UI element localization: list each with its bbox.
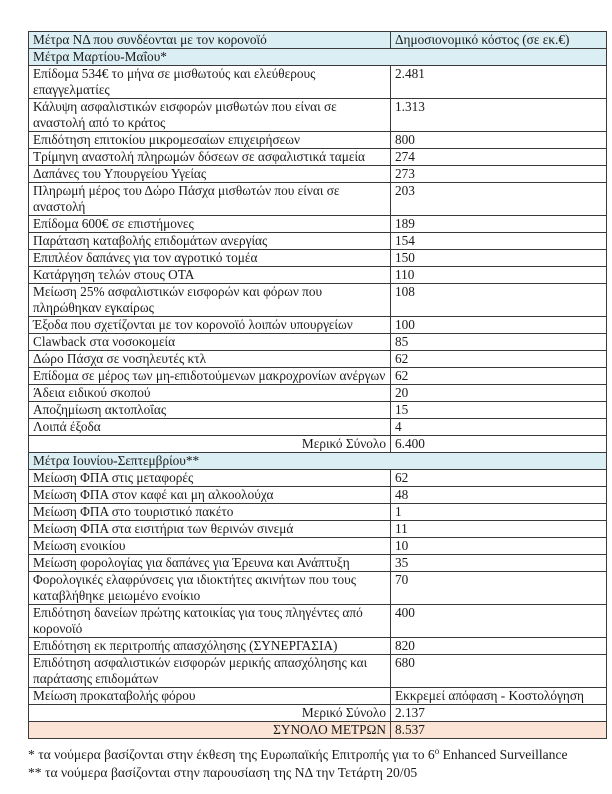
measure-cost: 110 (391, 267, 607, 284)
header-measures: Μέτρα ΝΔ που συνδέονται με τον κορονοϊό (29, 32, 391, 49)
measure-cost: 680 (391, 655, 607, 688)
measure-cost: 820 (391, 638, 607, 655)
measure-label: Παράταση καταβολής επιδομάτων ανεργίας (29, 233, 391, 250)
grand-total-row (29, 722, 607, 739)
measure-cost: 48 (391, 487, 607, 504)
measure-label: Τρίμηνη αναστολή πληρωμών δόσεων σε ασφαλιστικά ταμεία (29, 149, 391, 166)
measure-cost: 800 (391, 132, 607, 149)
measure-label: Μείωση ΦΠΑ στα εισιτήρια των θερινών σινεμά (29, 521, 391, 538)
section-header-march-may (29, 49, 607, 66)
table-row (29, 267, 607, 284)
measure-label: Μείωση ΦΠΑ στο τουριστικό πακέτο (29, 504, 391, 521)
subtotal-row-june-september (29, 705, 607, 722)
measure-cost: 1 (391, 504, 607, 521)
table-row (29, 216, 607, 233)
measure-label: Αποζημίωση ακτοπλοΐας (29, 402, 391, 419)
measure-cost: 2.481 (391, 66, 607, 99)
measure-cost: 4 (391, 419, 607, 436)
table-row (29, 538, 607, 555)
measure-cost: 20 (391, 385, 607, 402)
measure-cost: 274 (391, 149, 607, 166)
table-row (29, 402, 607, 419)
measure-cost: 108 (391, 284, 607, 317)
measure-label: Μείωση 25% ασφαλιστικών εισφορών και φόρων που πληρώθηκαν εγκαίρως (29, 284, 391, 317)
measure-cost: 1.313 (391, 99, 607, 132)
subtotal-label: Μερικό Σύνολο (29, 705, 391, 722)
footnote-2: ** τα νούμερα βασίζονται στην παρουσίαση της ΝΔ την Τετάρτη 20/05 (28, 765, 418, 780)
measure-cost: 70 (391, 572, 607, 605)
table-row (29, 605, 607, 638)
measure-label: Μείωση φορολογίας για δαπάνες για Έρευνα και Ανάπτυξη (29, 555, 391, 572)
measure-label: Φορολογικές ελαφρύνσεις για ιδιοκτήτες ακινήτων που τους καταβλήθηκε μειωμένο ενοίκιο (29, 572, 391, 605)
table-row (29, 166, 607, 183)
subtotal-label: Μερικό Σύνολο (29, 436, 391, 453)
measure-cost: Εκκρεμεί απόφαση - Κοστολόγηση (391, 688, 607, 705)
measure-label: Άδεια ειδικού σκοπού (29, 385, 391, 402)
measure-cost: 203 (391, 183, 607, 216)
measure-cost: 150 (391, 250, 607, 267)
table-header-row (29, 32, 607, 49)
table-row (29, 521, 607, 538)
table-row (29, 419, 607, 436)
section-title: Μέτρα Μαρτίου-Μαΐου* (29, 49, 607, 66)
table-row (29, 250, 607, 267)
measure-label: Επίδομα 600€ σε επιστήμονες (29, 216, 391, 233)
table-row (29, 284, 607, 317)
measure-label: Πληρωμή μέρος του Δώρο Πάσχα μισθωτών που είναι σε αναστολή (29, 183, 391, 216)
measures-table (28, 31, 607, 739)
table-row (29, 149, 607, 166)
table-row (29, 132, 607, 149)
measure-cost: 11 (391, 521, 607, 538)
measure-label: Επίδομα 534€ το μήνα σε μισθωτούς και ελεύθερους επαγγελματίες (29, 66, 391, 99)
subtotal-value: 2.137 (391, 705, 607, 722)
measure-label: Κατάργηση τελών στους ΟΤΑ (29, 267, 391, 284)
total-label: ΣΥΝΟΛΟ ΜΕΤΡΩΝ (29, 722, 391, 739)
measure-cost: 15 (391, 402, 607, 419)
table-row (29, 555, 607, 572)
footnote-1: * τα νούμερα βασίζονται στην έκθεση της Ευρωπαϊκής Επιτροπής για το $6^o$ Enhanced Surveillance (28, 746, 568, 762)
measure-label: Επιδότηση ασφαλιστικών εισφορών μερικής απασχόλησης και παράτασης επιδομάτων (29, 655, 391, 688)
measure-cost: 85 (391, 334, 607, 351)
table-row (29, 487, 607, 504)
measure-cost: 273 (391, 166, 607, 183)
footnotes (28, 746, 568, 782)
table-row (29, 368, 607, 385)
table-row (29, 470, 607, 487)
table-row (29, 351, 607, 368)
measure-cost: 35 (391, 555, 607, 572)
table-row (29, 504, 607, 521)
measure-cost: 62 (391, 351, 607, 368)
measure-label: Δώρο Πάσχα σε νοσηλευτές κτλ (29, 351, 391, 368)
measure-label: Μείωση ΦΠΑ στις μεταφορές (29, 470, 391, 487)
measure-label: Έξοδα που σχετίζονται με τον κορονοϊό λοιπών υπουργείων (29, 317, 391, 334)
table-row (29, 334, 607, 351)
header-fiscal-cost: Δημοσιονομικό κόστος (σε εκ.€) (391, 32, 607, 49)
table-row (29, 183, 607, 216)
table-row (29, 688, 607, 705)
measure-label: Clawback στα νοσοκομεία (29, 334, 391, 351)
section-title: Μέτρα Ιουνίου-Σεπτεμβρίου** (29, 453, 607, 470)
subtotal-row-march-may (29, 436, 607, 453)
measure-label: Μείωση ενοικίου (29, 538, 391, 555)
measure-label: Μείωση προκαταβολής φόρου (29, 688, 391, 705)
measure-label: Κάλυψη ασφαλιστικών εισφορών μισθωτών που είναι σε αναστολή από το κράτος (29, 99, 391, 132)
measure-cost: 62 (391, 470, 607, 487)
measure-label: Επιδότηση επιτοκίου μικρομεσαίων επιχειρήσεων (29, 132, 391, 149)
measure-label: Λοιπά έξοδα (29, 419, 391, 436)
measure-label: Επιδότηση εκ περιτροπής απασχόλησης (ΣΥΝΕΡΓΑΣΙΑ) (29, 638, 391, 655)
measure-label: Μείωση ΦΠΑ στον καφέ και μη αλκοολούχα (29, 487, 391, 504)
table-row (29, 99, 607, 132)
measure-cost: 100 (391, 317, 607, 334)
measure-cost: 154 (391, 233, 607, 250)
measure-cost: 62 (391, 368, 607, 385)
table-row (29, 385, 607, 402)
subtotal-value: 6.400 (391, 436, 607, 453)
measure-label: Επιπλέον δαπάνες για τον αγροτικό τομέα (29, 250, 391, 267)
table-row (29, 572, 607, 605)
table-row (29, 655, 607, 688)
measure-label: Επίδομα σε μέρος των μη-επιδοτούμενων μακροχρονίων ανέργων (29, 368, 391, 385)
measure-cost: 400 (391, 605, 607, 638)
measure-label: Δαπάνες του Υπουργείου Υγείας (29, 166, 391, 183)
measure-cost: 10 (391, 538, 607, 555)
table-row (29, 66, 607, 99)
measure-cost: 189 (391, 216, 607, 233)
table-row (29, 317, 607, 334)
measures-document (28, 31, 606, 739)
table-row (29, 233, 607, 250)
total-value: 8.537 (391, 722, 607, 739)
section-header-june-september (29, 453, 607, 470)
table-row (29, 638, 607, 655)
measure-label: Επιδότηση δανείων πρώτης κατοικίας για τους πληγέντες από κορονοϊό (29, 605, 391, 638)
